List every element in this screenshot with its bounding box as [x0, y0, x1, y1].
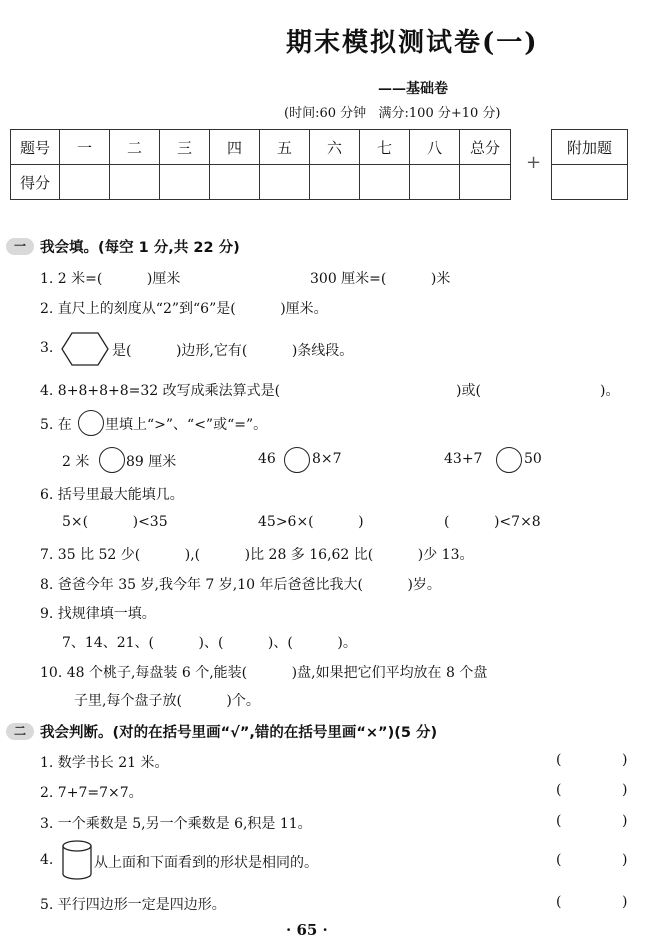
- extra-score-table: [551, 129, 628, 200]
- question-6a: 5×( )<35: [62, 514, 168, 530]
- score-cell[interactable]: [410, 165, 460, 200]
- judge-item-4-text: 从上面和下面看到的形状是相同的。: [94, 855, 318, 871]
- page-number: · 65 ·: [286, 921, 328, 939]
- compare-circle[interactable]: [99, 447, 125, 473]
- question-6: 6. 括号里最大能填几。: [40, 487, 184, 503]
- question-8: 8. 爸爸今年 35 岁,我今年 7 岁,10 年后爸爸比我大( )岁。: [40, 577, 441, 593]
- judge-bracket-open[interactable]: (: [556, 813, 562, 829]
- question-10b: 子里,每个盘子放( )个。: [74, 693, 260, 709]
- score-header-cell: 总分: [460, 130, 511, 165]
- score-cell[interactable]: [210, 165, 260, 200]
- question-5a-left: 2 米: [62, 454, 90, 470]
- question-3-number: 3.: [40, 340, 54, 356]
- score-header-cell: 五: [260, 130, 310, 165]
- score-header-cell: 一: [60, 130, 110, 165]
- judge-bracket-open[interactable]: (: [556, 782, 562, 798]
- score-header-cell: 三: [160, 130, 210, 165]
- question-5c-left: 43+7: [444, 451, 483, 467]
- score-table: [10, 129, 511, 200]
- judge-item-2: 2. 7+7=7×7。: [40, 785, 143, 801]
- score-header-cell: 题号: [11, 130, 60, 165]
- section-title: 我会判断。(对的在括号里画“√”,错的在括号里画“×”)(5 分): [40, 725, 438, 741]
- question-5b-left: 46: [258, 451, 276, 467]
- page-title: 期末模拟测试卷(一): [286, 28, 539, 58]
- score-header-cell: 七: [360, 130, 410, 165]
- question-5b-right: 8×7: [312, 451, 342, 467]
- question-5-number: 5. 在: [40, 417, 72, 433]
- compare-circle[interactable]: [284, 447, 310, 473]
- score-cell[interactable]: [460, 165, 511, 200]
- score-value-row: [11, 165, 511, 200]
- score-cell[interactable]: [160, 165, 210, 200]
- cylinder-icon: [60, 839, 94, 881]
- question-5-text: 里填上“>”、“<”或“=”。: [105, 417, 268, 433]
- question-9a: 7、14、21、( )、( )、( )。: [62, 635, 357, 651]
- question-4b: )或(: [456, 383, 481, 399]
- score-cell[interactable]: [110, 165, 160, 200]
- page-subtitle: ——基础卷: [378, 81, 448, 97]
- score-row-label: 得分: [11, 165, 60, 200]
- extra-header-cell: 附加题: [552, 130, 628, 165]
- question-1b: 300 厘米=( )米: [310, 271, 451, 287]
- question-2: 2. 直尺上的刻度从“2”到“6”是( )厘米。: [40, 301, 328, 317]
- section-title: 我会填。(每空 1 分,共 22 分): [40, 240, 240, 256]
- question-1a: 1. 2 米=( )厘米: [40, 271, 181, 287]
- score-cell[interactable]: [360, 165, 410, 200]
- score-header-cell: 八: [410, 130, 460, 165]
- score-cell[interactable]: [60, 165, 110, 200]
- judge-bracket-close[interactable]: ): [622, 752, 628, 768]
- judge-bracket-open[interactable]: (: [556, 894, 562, 910]
- question-4a: 4. 8+8+8+8=32 改写成乘法算式是(: [40, 383, 281, 399]
- section-badge: 一: [6, 238, 34, 255]
- judge-item-5: 5. 平行四边形一定是四边形。: [40, 897, 226, 913]
- judge-bracket-close[interactable]: ): [622, 894, 628, 910]
- score-header-cell: 六: [310, 130, 360, 165]
- score-header-cell: 四: [210, 130, 260, 165]
- judge-item-1: 1. 数学书长 21 米。: [40, 755, 169, 771]
- question-3-text: 是( )边形,它有( )条线段。: [112, 343, 354, 359]
- hexagon-icon: [60, 331, 110, 367]
- judge-bracket-close[interactable]: ): [622, 813, 628, 829]
- question-9: 9. 找规律填一填。: [40, 606, 156, 622]
- score-header-row: [11, 130, 511, 165]
- judge-item-4-number: 4.: [40, 852, 54, 868]
- question-7: 7. 35 比 52 少( ),( )比 28 多 16,62 比( )少 13。: [40, 547, 474, 563]
- score-header-cell: 二: [110, 130, 160, 165]
- section-badge: 二: [6, 723, 34, 740]
- judge-bracket-close[interactable]: ): [622, 782, 628, 798]
- time-info: (时间:60 分钟 满分:100 分+10 分): [284, 106, 501, 121]
- question-10a: 10. 48 个桃子,每盘装 6 个,能装( )盘,如果把它们平均放在 8 个盘: [40, 665, 488, 681]
- compare-circle[interactable]: [496, 447, 522, 473]
- judge-bracket-close[interactable]: ): [622, 852, 628, 868]
- circle-icon: [78, 410, 104, 436]
- extra-score-cell[interactable]: [552, 165, 628, 200]
- question-5c-right: 50: [524, 451, 542, 467]
- question-5a-right: 89 厘米: [126, 454, 177, 470]
- question-6c: ( )<7×8: [444, 514, 541, 530]
- plus-sign: +: [526, 152, 542, 173]
- question-4c: )。: [600, 383, 620, 399]
- judge-bracket-open[interactable]: (: [556, 752, 562, 768]
- judge-item-3: 3. 一个乘数是 5,另一个乘数是 6,积是 11。: [40, 816, 312, 832]
- judge-bracket-open[interactable]: (: [556, 852, 562, 868]
- score-cell[interactable]: [260, 165, 310, 200]
- question-6b: 45>6×( ): [258, 514, 364, 530]
- score-cell[interactable]: [310, 165, 360, 200]
